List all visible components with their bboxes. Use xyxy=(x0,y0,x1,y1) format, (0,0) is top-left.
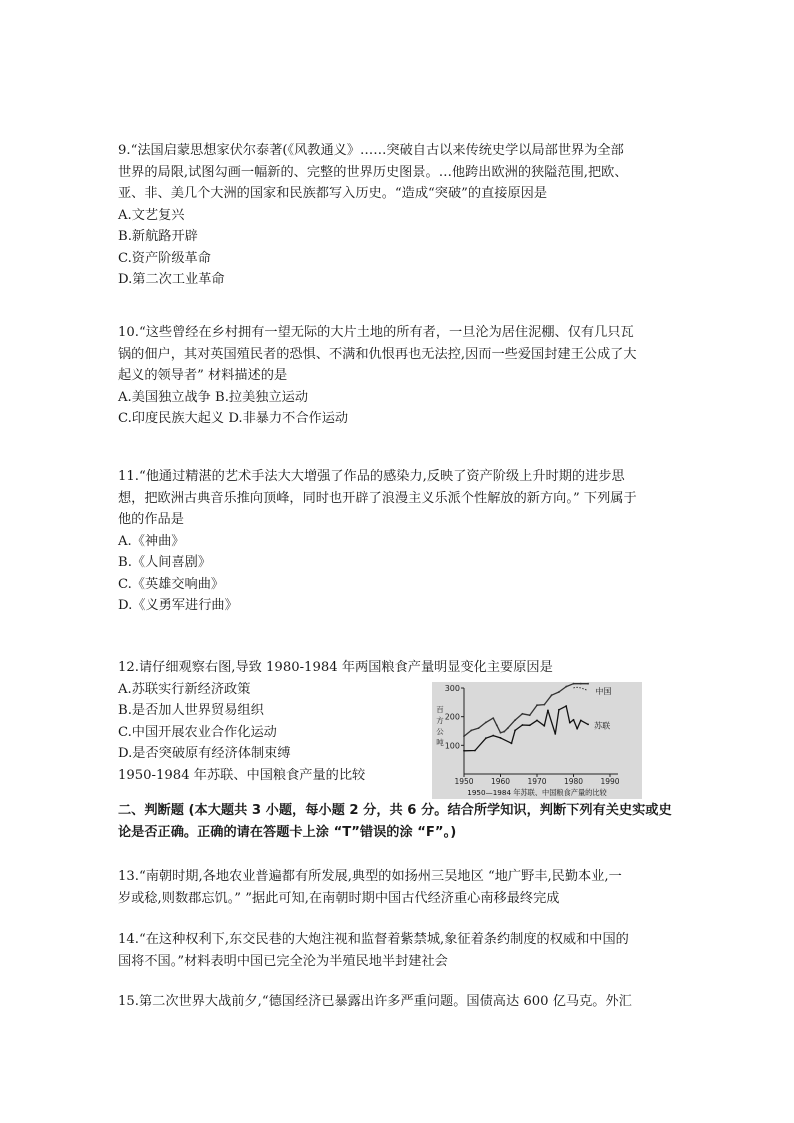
data-point xyxy=(522,713,524,715)
y-axis-label-char: 百 xyxy=(436,705,444,714)
section-2-heading-line: 论是否正确。正确的请在答题卡上涂 “T”错误的涂 “F”。) xyxy=(118,825,457,840)
data-point xyxy=(474,750,476,752)
data-point xyxy=(565,705,567,707)
data-point xyxy=(554,733,556,735)
question-10-options-ab: A.美国独立战争 B.拉美独立运动 xyxy=(118,389,309,405)
data-point xyxy=(536,704,538,706)
data-point xyxy=(543,725,545,727)
question-14 xyxy=(118,929,678,972)
x-tick-label: 1970 xyxy=(527,777,547,786)
data-point xyxy=(514,719,516,721)
grain-output-chart xyxy=(432,682,642,799)
data-point xyxy=(529,714,531,716)
data-point xyxy=(511,742,513,744)
y-tick-label: 100 xyxy=(444,741,460,751)
question-10 xyxy=(118,322,678,430)
data-point xyxy=(503,731,505,733)
data-point xyxy=(587,683,589,685)
data-point xyxy=(463,750,465,752)
y-axis-label-char: 公 xyxy=(436,727,444,736)
question-14-stem-line: 14.“在这种权利下,东交民巷的大炮注视和监督着紫禁城,象征着条约制度的权威和中国的 xyxy=(118,932,629,947)
question-15-stem-line: 15.第二次世界大战前夕,“德国经济已暴露出许多严重问题。国债高达 600 亿马克。外汇 xyxy=(118,994,632,1009)
x-tick-label: 1990 xyxy=(600,777,620,786)
data-point xyxy=(558,709,560,711)
y-axis-label-char: 吨 xyxy=(436,738,444,747)
question-9 xyxy=(118,140,678,291)
section-2-heading-line: 二、判断题 (本大题共 3 小题，每小题 2 分，共 6 分。结合所学知识，判断下列有关史实或史 xyxy=(118,803,672,818)
question-9-option-b: B.新航路开辟 xyxy=(118,229,198,244)
grain-output-chart-svg xyxy=(432,682,642,799)
data-point xyxy=(507,727,509,729)
question-9-option-a: A.文艺复兴 xyxy=(118,207,185,223)
question-9-option-c: C.资产阶级革命 xyxy=(118,250,211,266)
chart-caption: 1950—1984 年苏联、中国粮食产量的比较 xyxy=(467,788,607,797)
data-point xyxy=(573,683,575,685)
data-point xyxy=(500,737,502,739)
section-2-heading xyxy=(118,800,678,844)
data-point xyxy=(492,735,494,737)
data-point xyxy=(565,686,567,688)
x-tick-label: 1950 xyxy=(454,777,474,786)
question-12-option-d: D.是否突破原有经济体制束缚 xyxy=(118,746,291,761)
data-point xyxy=(496,724,498,726)
question-15 xyxy=(118,991,678,1013)
question-11-stem-line: 他的作品是 xyxy=(118,512,184,527)
question-11-option-b: B.《人间喜剧》 xyxy=(118,555,212,570)
data-point xyxy=(569,722,571,724)
question-9-stem-line: 9.“法国启蒙思想家伏尔泰著(《风教通义》……突破自古以来传统史学以局部世界为全部 xyxy=(118,143,624,158)
question-10-stem-line: 10.“这些曾经在乡村拥有一望无际的大片土地的所有者，一旦沦为居住泥棚、仅有几只瓦 xyxy=(118,325,634,340)
data-point xyxy=(463,735,465,737)
data-point xyxy=(587,724,589,726)
y-axis-label-char: 方 xyxy=(436,716,444,725)
question-12-option-a: A.苏联实行新经济政策 xyxy=(118,681,251,697)
question-11-stem-line: 想，把欧洲古典音乐推向顶峰，同时也开辟了浪漫主义乐派个性解放的新方向。” 下列属于 xyxy=(118,490,637,506)
legend-ussr: 苏联 xyxy=(594,721,611,731)
question-11 xyxy=(118,466,678,617)
series-line-china xyxy=(464,684,588,737)
data-point xyxy=(485,722,487,724)
data-point xyxy=(536,719,538,721)
data-point xyxy=(522,724,524,726)
question-14-stem-line: 国将不国。”材料表明中国已完全沦为半殖民地半封建社会 xyxy=(118,953,448,969)
legend-china: 中国 xyxy=(595,687,612,696)
question-12-stem: 12.请仔细观察右图,导致 1980-1984 年两国粮食产量明显变化主要原因是 xyxy=(118,660,553,675)
x-tick-label: 1980 xyxy=(563,777,584,786)
series-line-ussr xyxy=(464,706,588,751)
data-point xyxy=(492,717,494,719)
data-point xyxy=(580,719,582,721)
data-point xyxy=(576,728,578,730)
question-12-option-c: C.中国开展农业合作化运动 xyxy=(118,724,277,740)
question-13 xyxy=(118,866,678,909)
question-11-stem-line: 11.“他通过精湛的艺术手法大大增强了作品的感染力,反映了资产阶级上升时期的进步思 xyxy=(118,469,625,484)
data-point xyxy=(485,737,487,739)
question-11-option-c: C.《英雄交响曲》 xyxy=(118,576,225,592)
x-tick-label: 1960 xyxy=(490,777,511,786)
data-point xyxy=(543,704,545,706)
china-trend-extension xyxy=(574,687,587,690)
question-13-stem-line: 岁或稔,则数郡忘饥。” ”据此可知,在南朝时期中国古代经济重心南移最终完成 xyxy=(118,890,560,906)
data-point xyxy=(573,719,575,721)
data-point xyxy=(514,730,516,732)
question-10-options-cd: C.印度民族大起义 D.非暴力不合作运动 xyxy=(118,411,349,426)
data-point xyxy=(580,683,582,685)
y-tick-label: 200 xyxy=(444,712,460,722)
question-9-stem-line: 世界的局限,试图勾画一幅新的、完整的世界历史图景。…他跨出欧洲的狭隘范围,把欧、 xyxy=(118,164,628,180)
data-point xyxy=(470,730,472,732)
data-point xyxy=(558,691,560,693)
question-13-stem-line: 13.“南朝时期,各地农业普遍都有所发展,典型的如扬州三吴地区 “地广野丰,民勤本业,一 xyxy=(118,869,622,884)
question-11-option-a: A.《神曲》 xyxy=(118,533,185,549)
question-10-stem-line: 起义的领导者” 材料描述的是 xyxy=(118,368,288,383)
data-point xyxy=(478,727,480,729)
data-point xyxy=(551,694,553,696)
data-point xyxy=(547,709,549,711)
data-point xyxy=(500,732,502,734)
question-11-option-d: D.《义勇军进行曲》 xyxy=(118,598,238,613)
data-point xyxy=(529,724,531,726)
question-10-stem-line: 锅的佃户，其对英国殖民者的恐惧、不满和仇恨再也无法控,因而一些爱国封建王公成了大 xyxy=(118,346,637,362)
question-9-option-d: D.第二次工业革命 xyxy=(118,272,225,287)
question-12-option-b: B.是否加人世界贸易组织 xyxy=(118,703,264,718)
question-12-caption: 1950-1984 年苏联、中国粮食产量的比较 xyxy=(118,767,366,783)
question-9-stem-line: 亚、非、美几个大洲的国家和民族都写入历史。“造成“突破”的直接原因是 xyxy=(118,186,548,201)
y-tick-label: 300 xyxy=(444,684,460,693)
